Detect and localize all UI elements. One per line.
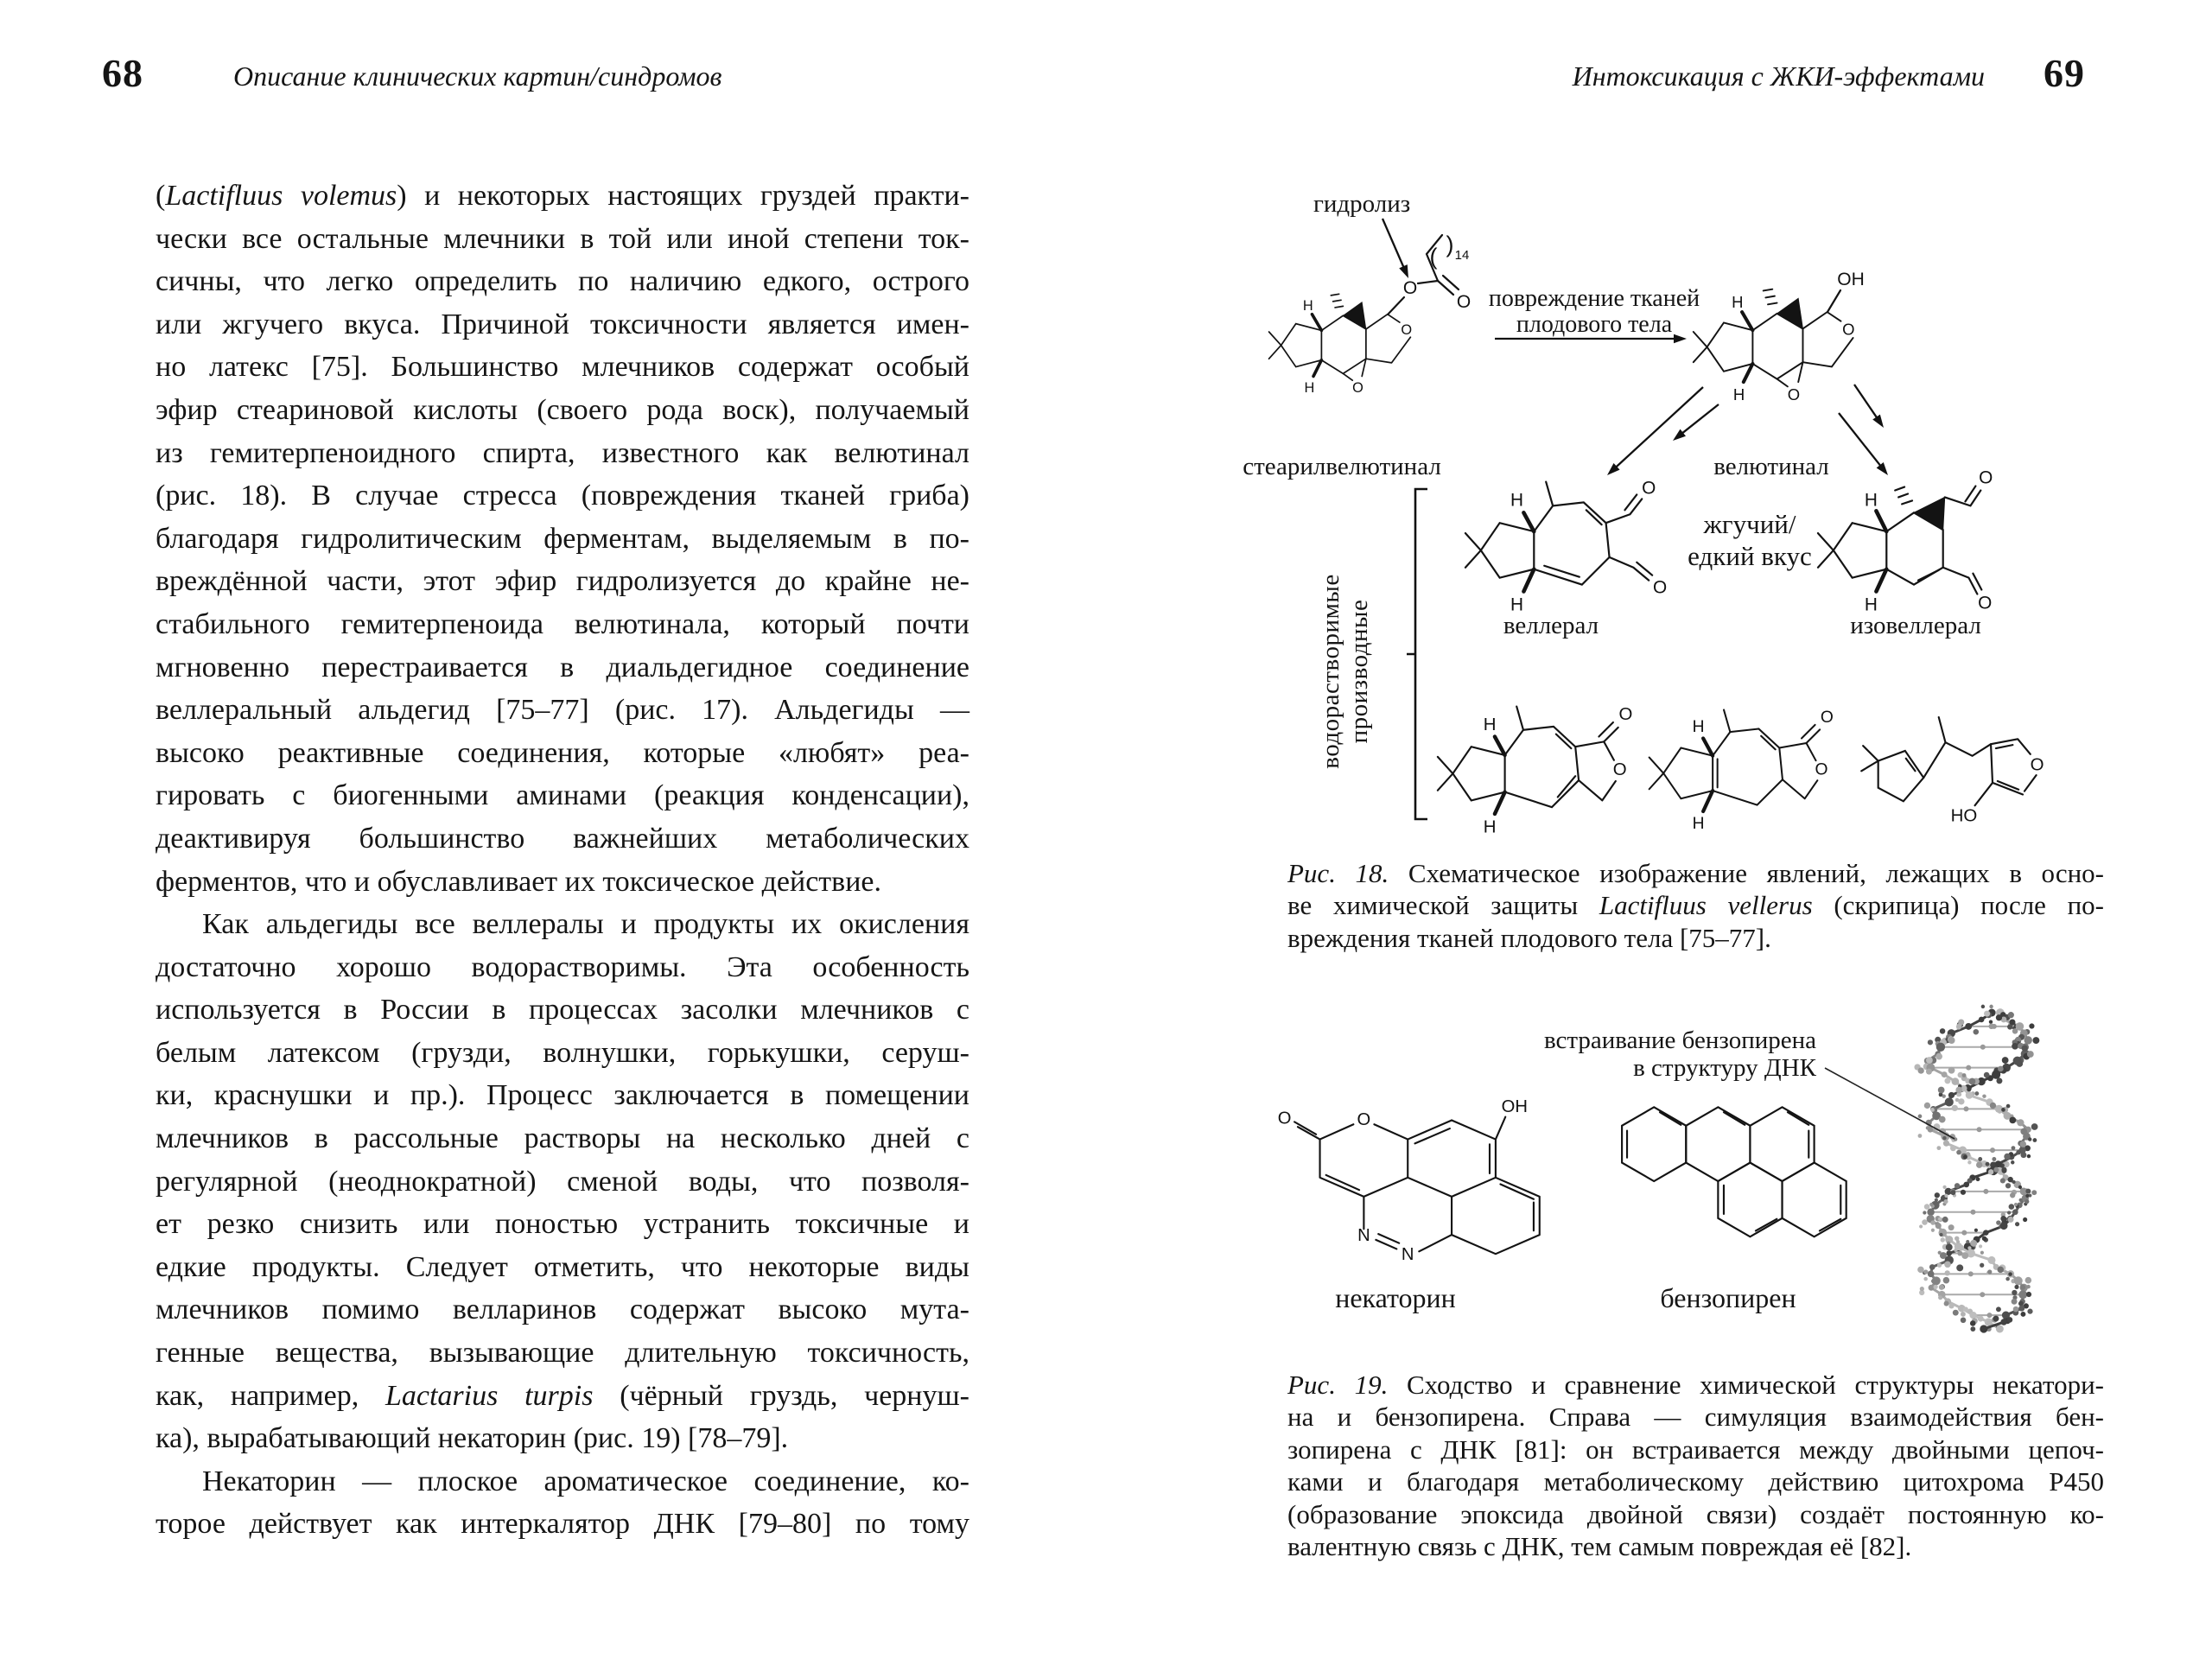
- text-line: млечников помимо велларинов содержат высоко мута-: [156, 1294, 969, 1326]
- running-title-left: Описание клинических картин/синдромов: [233, 60, 722, 92]
- text-line: стабильного гемитерпеноида велютинала, который почти: [156, 607, 969, 640]
- text-line: ве химической защиты Lactifluus vellerus (скрипица) после по-: [1287, 890, 2105, 921]
- atom-label: N: [1357, 1225, 1370, 1245]
- repeat-paren-right: ): [1446, 232, 1454, 257]
- atom-label: O: [1815, 760, 1828, 779]
- atom-label: H: [1510, 490, 1523, 511]
- atom-label: H: [1304, 380, 1315, 397]
- dna-model-image: [1868, 1001, 2089, 1342]
- isovelleral-label: изовеллерал: [1850, 612, 1981, 639]
- ester-chain: [1388, 232, 1471, 315]
- text-line: генные вещества, вызывающие длительную токсичность,: [156, 1337, 969, 1370]
- text-line: едкие продукты. Следует отметить, что некоторые виды: [156, 1250, 969, 1283]
- bonds: [1465, 478, 1667, 613]
- text-line: ки, краснушки и пр.). Процесс заключается в помещении: [156, 1079, 969, 1112]
- necatorin-label: некаторин: [1335, 1282, 1456, 1313]
- text-line: эфир стеариновой кислоты (своего рода воск), получаемый: [156, 393, 969, 426]
- taste-label: [1661, 508, 1839, 572]
- text-line: как, например, Lactarius turpis (чёрный груздь, чернуш-: [156, 1379, 970, 1412]
- atom-label: O: [1352, 380, 1363, 397]
- atom-label: H: [1864, 490, 1878, 511]
- atom-label: N: [1401, 1244, 1414, 1264]
- atom-label: O: [1979, 471, 1993, 488]
- text-line: ет резко снизить или поностью устранить токсичные и: [156, 1208, 969, 1241]
- text-line: гировать с биогенными аминами (реакция конденсации),: [156, 779, 969, 812]
- atom-label: O: [1612, 760, 1627, 780]
- bonds: [1278, 1097, 1540, 1264]
- text-line: Рис. 19. Сходство и сравнение химической структуры некатори-: [1287, 1370, 2104, 1400]
- velleral-label: веллерал: [1503, 612, 1599, 639]
- benzopyrene-label: бензопирен: [1660, 1282, 1796, 1313]
- furanol-structure: [1853, 687, 2069, 842]
- text-line: веллеральный альдегид [75–77] (рис. 17). Альдегиды —: [156, 694, 969, 727]
- atom-label: O: [1820, 709, 1834, 728]
- atom-label: H: [1510, 594, 1523, 613]
- isovelleral-structure: [1816, 471, 2013, 613]
- necatorin-structure: [1255, 1080, 1554, 1266]
- body-text: [156, 175, 969, 1546]
- atom-label: O: [1618, 705, 1633, 725]
- page-number-right: 69: [2044, 51, 2085, 95]
- intercalation-label-line2: в структуру ДНК: [1633, 1054, 1816, 1082]
- atom-label: OH: [1837, 270, 1865, 289]
- text-line: высоко реактивные соединения, которые «любят» реа-: [156, 736, 969, 769]
- text-line: торое действует как интеркалятор ДНК [79–80] по тому: [156, 1508, 969, 1541]
- velutinal-label: велютинал: [1713, 453, 1829, 480]
- bonds: [1269, 294, 1412, 396]
- bonds: [1649, 709, 1834, 833]
- text-line: сичны, что легко определить по наличию едкого, острого: [156, 265, 969, 298]
- text-line: из гемитерпеноидного спирта, известного как велютинал: [156, 436, 969, 469]
- velleral-structure: [1462, 471, 1668, 613]
- atom-label: O: [1401, 322, 1413, 339]
- atom-label: O: [1357, 1110, 1371, 1130]
- text-line: Некаторин — плоское ароматическое соединение, ко-: [202, 1465, 969, 1497]
- text-line: зопирена с ДНК [81]: он встраивается между двойными цепоч-: [1287, 1433, 2104, 1465]
- bonds: [1818, 471, 1993, 613]
- text-line: ка), вырабатывающий некаторин (рис. 19) [78–79].: [156, 1422, 789, 1455]
- text-line: чески все остальные млечники в той или иной степени ток-: [156, 222, 969, 255]
- text-line: на и бензопирена. Справа — симуляция взаимодействия бен-: [1287, 1402, 2104, 1433]
- intercalation-label-line1: встраивание бензопирена: [1543, 1027, 1816, 1054]
- text-line: ками и благодаря метаболическому действию цитохрома Р450: [1287, 1466, 2104, 1497]
- bonds: [1622, 1107, 1847, 1236]
- atom-label: O: [1978, 593, 1993, 613]
- text-line: Рис. 18. Схематическое изображение явлений, лежащих в осно-: [1287, 858, 2104, 888]
- text-line: ферментов, что и обуславливает их токсическое действие.: [156, 865, 882, 898]
- group-label-line1: водорастворимые: [1317, 574, 1344, 769]
- velleral-lactone-structure: [1434, 690, 1640, 845]
- group-label-line2: производные: [1345, 599, 1373, 744]
- taste-label-line1: жгучий/: [1703, 509, 1796, 539]
- taste-label-line2: едкий вкус: [1688, 541, 1812, 571]
- bonds: [1438, 705, 1633, 836]
- text-line: (образование эпоксида двойной связи) создаёт постоянную ко-: [1287, 1498, 2104, 1529]
- page-number-left: 68: [102, 51, 143, 95]
- atom-label: H: [1692, 815, 1705, 834]
- figure-18-caption: [1287, 857, 2104, 954]
- atom-label: H: [1864, 594, 1878, 613]
- atom-label: O: [2030, 755, 2044, 775]
- text-line: млечников в рассольные растворы на несколько дней с: [156, 1122, 969, 1155]
- text-line: благодаря гидролитическим ферментам, выделяемым в по-: [156, 522, 969, 555]
- dna-helix-graphic: [1868, 1001, 2089, 1338]
- text-line: используется в России в процессах засолки млечников с: [156, 994, 969, 1027]
- atom-label: H: [1732, 385, 1745, 404]
- atom-label: O: [1842, 320, 1855, 339]
- text-line: или жгучего вкуса. Причиной токсичности является имен-: [156, 308, 969, 340]
- text-line: белым латексом (грузди, волнушки, горькушки, серуш-: [156, 1036, 969, 1069]
- bonds: [1861, 717, 2044, 826]
- atom-label: HO: [1950, 806, 1978, 826]
- text-line: мгновенно перестраивается в диальдегидное соединение: [156, 651, 969, 683]
- text-line: валентную связь с ДНК, тем самым повреждая её [82].: [1287, 1531, 1912, 1562]
- benzopyrene-structure: [1597, 1084, 1849, 1248]
- atom-label: H: [1483, 817, 1497, 837]
- repeat-count: 14: [1454, 248, 1470, 263]
- text-line: деактивируя большинство важнейших метаболических: [156, 822, 969, 855]
- atom-label: O: [1402, 278, 1418, 298]
- text-line: (рис. 18). В случае стресса (повреждения тканей гриба): [156, 480, 969, 512]
- atom-label: H: [1692, 718, 1705, 737]
- text-line: но латекс [75]. Большинство млечников содержат особый: [156, 351, 969, 384]
- figure-19-caption: [1287, 1369, 2104, 1562]
- hydrolysis-label: гидролиз: [1313, 190, 1411, 218]
- tissue-damage-label-line2: плодового тела: [1516, 311, 1673, 338]
- tissue-damage-label-line1: повреждение тканей: [1488, 285, 1700, 312]
- text-line: (Lactifluus volemus) и некоторых настоящих груздей практи-: [156, 180, 969, 212]
- text-line: вреждённой части, этот эфир гидролизуется до крайне не-: [156, 565, 969, 598]
- velutinal-structure: [1690, 242, 1885, 432]
- stearylvelutinal-structure: [1257, 214, 1516, 400]
- isovelleral-lactone-structure: [1646, 690, 1840, 845]
- atom-label: O: [1652, 577, 1668, 598]
- repeat-paren-left: (: [1429, 244, 1438, 270]
- atom-label: H: [1483, 715, 1497, 734]
- running-title-right: Интоксикация с ЖКИ-эффектами: [1572, 60, 1985, 92]
- text-line: достаточно хорошо водорастворимы. Эта особенность: [156, 950, 969, 983]
- water-soluble-derivatives-label: [1317, 512, 1374, 831]
- atom-label: OH: [1501, 1096, 1528, 1116]
- atom-label: O: [1787, 385, 1801, 404]
- text-line: Как альдегиды все веллералы и продукты их окисления: [202, 908, 969, 941]
- atom-label: O: [1456, 292, 1471, 312]
- atom-label: O: [1277, 1109, 1292, 1128]
- text-line: вреждения тканей плодового тела [75–77].: [1287, 922, 1771, 953]
- atom-label: H: [1732, 292, 1744, 311]
- text-line: регулярной (неоднократной) сменой воды, что позволя-: [156, 1165, 969, 1198]
- atom-label: O: [1642, 478, 1656, 499]
- stearylvelutinal-label: стеарилвелютинал: [1243, 453, 1441, 480]
- atom-label: H: [1302, 298, 1313, 315]
